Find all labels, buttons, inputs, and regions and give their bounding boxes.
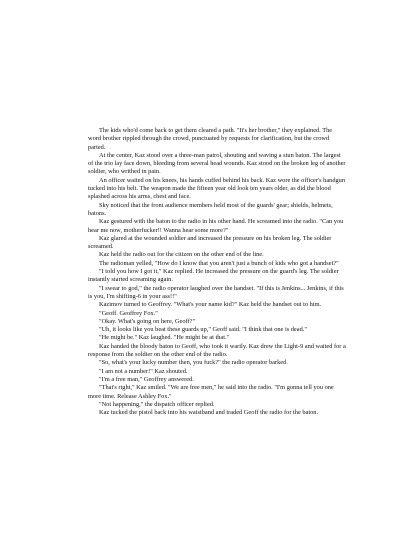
- body-text: [88, 127, 346, 417]
- paragraph: The kids who'd come back to get them cleared a path. "It's her brother," they explained. The word brother rippled through the crowd, punctuated by requests for clarification, but the crowd parted.: [88, 127, 333, 151]
- paragraph: Kaz tucked the pistol back into his waistband and traded Geoff the radio for the baton.: [99, 409, 319, 417]
- paragraph: "Uh, it looks like you beat these guards up," Geoff said. "I think that one is dead.": [99, 326, 307, 334]
- paragraph: The radioman yelled, "How do I know that you aren't just a bunch of kids who got a handset?": [99, 259, 339, 267]
- paragraph: "Okay. What's going on here, Geoff?": [99, 317, 196, 325]
- paragraph: Kaz held the radio out for the citizen on the other end of the line.: [99, 251, 264, 259]
- paragraph: Kaz handed the bloody baton to Geoff, who took it warily. Kaz drew the Light-9 and waited for a response from the soldier on the other end of the radio.: [88, 342, 346, 359]
- paragraph: "I am not a number!" Kaz shouted.: [99, 367, 188, 375]
- paragraph: Kazimov turned to Geoffrey. "What's your name kid?" Kaz held the handset out to him.: [99, 301, 322, 309]
- paragraph: An officer waited on his knees, his hands cuffed behind his back. Kaz wore the officer's handgun tucked into his belt. The weapon made the fifteen year old look ten years older, as did the blood splashed across his arms, chest and face.: [88, 176, 346, 201]
- paragraph: "I told you how I got it," Kaz replied. He increased the pressure on the guard's leg. The soldier instantly started screaming again.: [88, 268, 339, 284]
- paragraph: Kaz glared at the wounded soldier and increased the pressure on his broken leg. The soldier screamed.: [88, 234, 332, 251]
- paragraph: At the center, Kaz stood over a three-man patrol, shouting and waving a stun baton. The largest of the trio lay face down, bleeding from several head wounds. Kaz stood on the broken leg of another soldier, who writhed in pain.: [88, 151, 346, 176]
- paragraph: "He might be." Kaz laughed. "He might be at that.": [99, 334, 230, 342]
- paragraph: "I swear to god," the radio operator laughed over the handset. "If this is Jenkins... Jenkins, if this is you, I'm shifting-6 in your ass!!": [88, 284, 344, 300]
- paragraph: "Not happening," the dispatch officer replied.: [99, 400, 215, 408]
- paragraph: "Geoff. Geoffrey Fox.": [99, 309, 158, 317]
- paragraph: Sky noticed that the front audience members held most of the guards' gear; shields, helmets, batons.: [88, 201, 333, 217]
- paragraph: "That's right," Kaz smiled. "We are free men," he said into the radio. "I'm gonna tell you one more time. Release Ashley Fox.": [88, 384, 334, 400]
- paragraph: Kaz gestured with the baton to the radio in his other hand. He screamed into the radio. "Can you hear me now, motherfucker!! Wanna hear some more?": [88, 218, 344, 234]
- paragraph: "So, what's your lucky number then, you fuck?" the radio operator barked.: [99, 359, 288, 367]
- paragraph: "I'm a free man," Geoffrey answered.: [99, 375, 194, 383]
